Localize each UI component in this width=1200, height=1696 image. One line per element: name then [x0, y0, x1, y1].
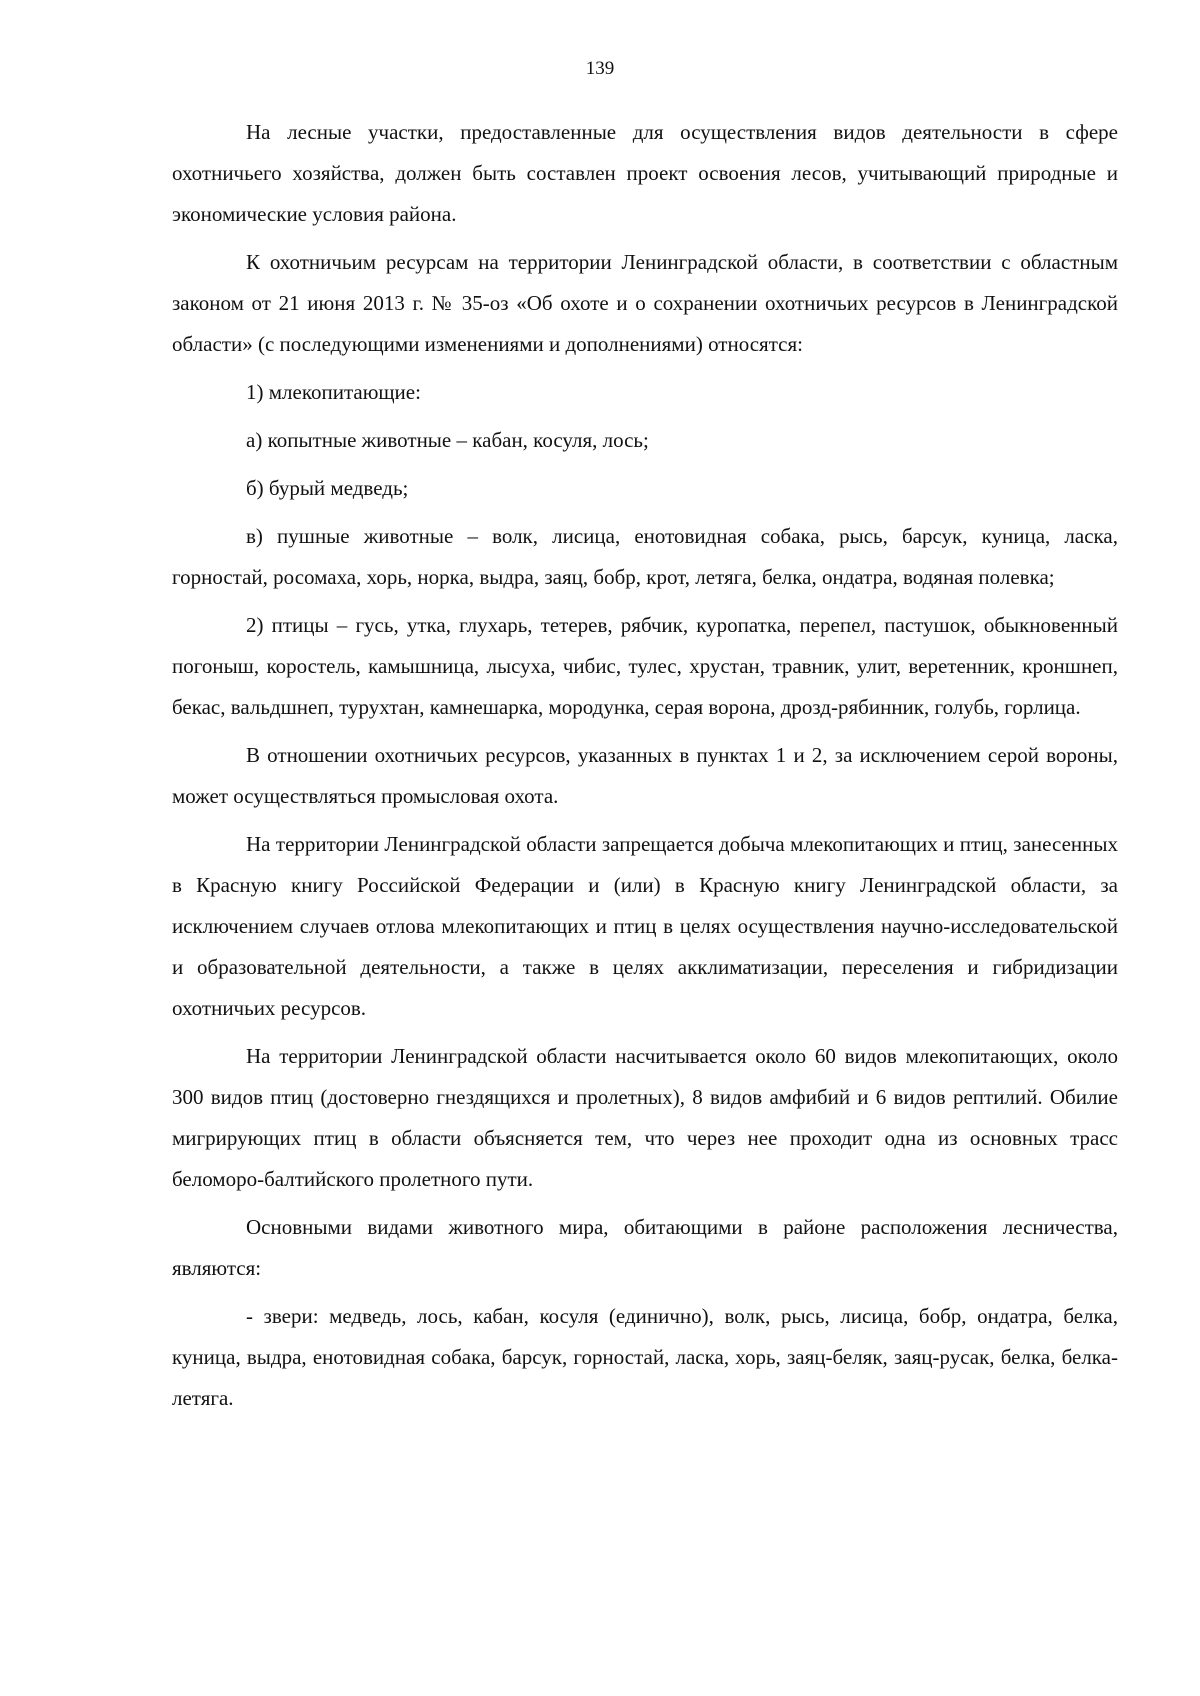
paragraph-red-book-prohibition: На территории Ленинградской области запрещается добыча млекопитающих и птиц, занесенных в Красную книгу Российской Федерации и (или) в Красную книгу Ленинградской области, за исключением случаев отлова млекопитающих и птиц в целях осуществления научно-исследовательской и образовательной деятельности, а также в целях акклиматизации, переселения и гибридизации охотничьих ресурсов. — [172, 832, 1118, 1020]
list-item-mammals: 1) млекопитающие: — [246, 380, 421, 404]
paragraph-hunting-resources-law: К охотничьим ресурсам на территории Ленинградской области, в соответствии с областным законом от 21 июня 2013 г. № 35-оз «Об охоте и о сохранении охотничьих ресурсов в Ленинградской области» (с последующими изменениями и дополнениями) относятся: — [172, 250, 1118, 356]
paragraph-species-count: На территории Ленинградской области насчитывается около 60 видов млекопитающих, около 300 видов птиц (достоверно гнездящихся и пролетных), 8 видов амфибий и 6 видов рептилий. Обилие мигрирующих птиц в области объясняется тем, что через нее проходит одна из основных трасс беломоро-балтийского пролетного пути. — [172, 1044, 1118, 1191]
list-item-brown-bear: б) бурый медведь; — [246, 476, 409, 500]
page-number: 139 — [585, 58, 615, 79]
list-item-beasts: - звери: медведь, лось, кабан, косуля (единично), волк, рысь, лисица, бобр, ондатра, белка, куница, выдра, енотовидная собака, барсук, горностай, ласка, хорь, заяц-беляк, заяц-русак, белка, белка-летяга. — [172, 1304, 1118, 1410]
paragraph-main-species-intro: Основными видами животного мира, обитающими в районе расположения лесничества, являются: — [172, 1215, 1118, 1280]
list-item-birds: 2) птицы – гусь, утка, глухарь, тетерев, рябчик, куропатка, перепел, пастушок, обыкновенный погоныш, коростель, камышница, лысуха, чибис, тулес, хрустан, травник, улит, веретенник, кроншнеп, бекас, вальдшнеп, турухтан, камнешарка, мородунка, серая ворона, дрозд-рябинник, голубь, горлица. — [172, 613, 1118, 719]
document-body — [172, 112, 1118, 1426]
paragraph-forest-plots: На лесные участки, предоставленные для осуществления видов деятельности в сфере охотничьего хозяйства, должен быть составлен проект освоения лесов, учитывающий природные и экономические условия района. — [172, 120, 1118, 226]
list-item-fur-animals: в) пушные животные – волк, лисица, енотовидная собака, рысь, барсук, куница, ласка, горностай, росомаха, хорь, норка, выдра, заяц, бобр, крот, летяга, белка, ондатра, водяная полевка; — [172, 524, 1118, 589]
paragraph-commercial-hunting: В отношении охотничьих ресурсов, указанных в пунктах 1 и 2, за исключением серой вороны, может осуществляться промысловая охота. — [172, 743, 1118, 808]
list-item-ungulates: а) копытные животные – кабан, косуля, лось; — [246, 428, 649, 452]
